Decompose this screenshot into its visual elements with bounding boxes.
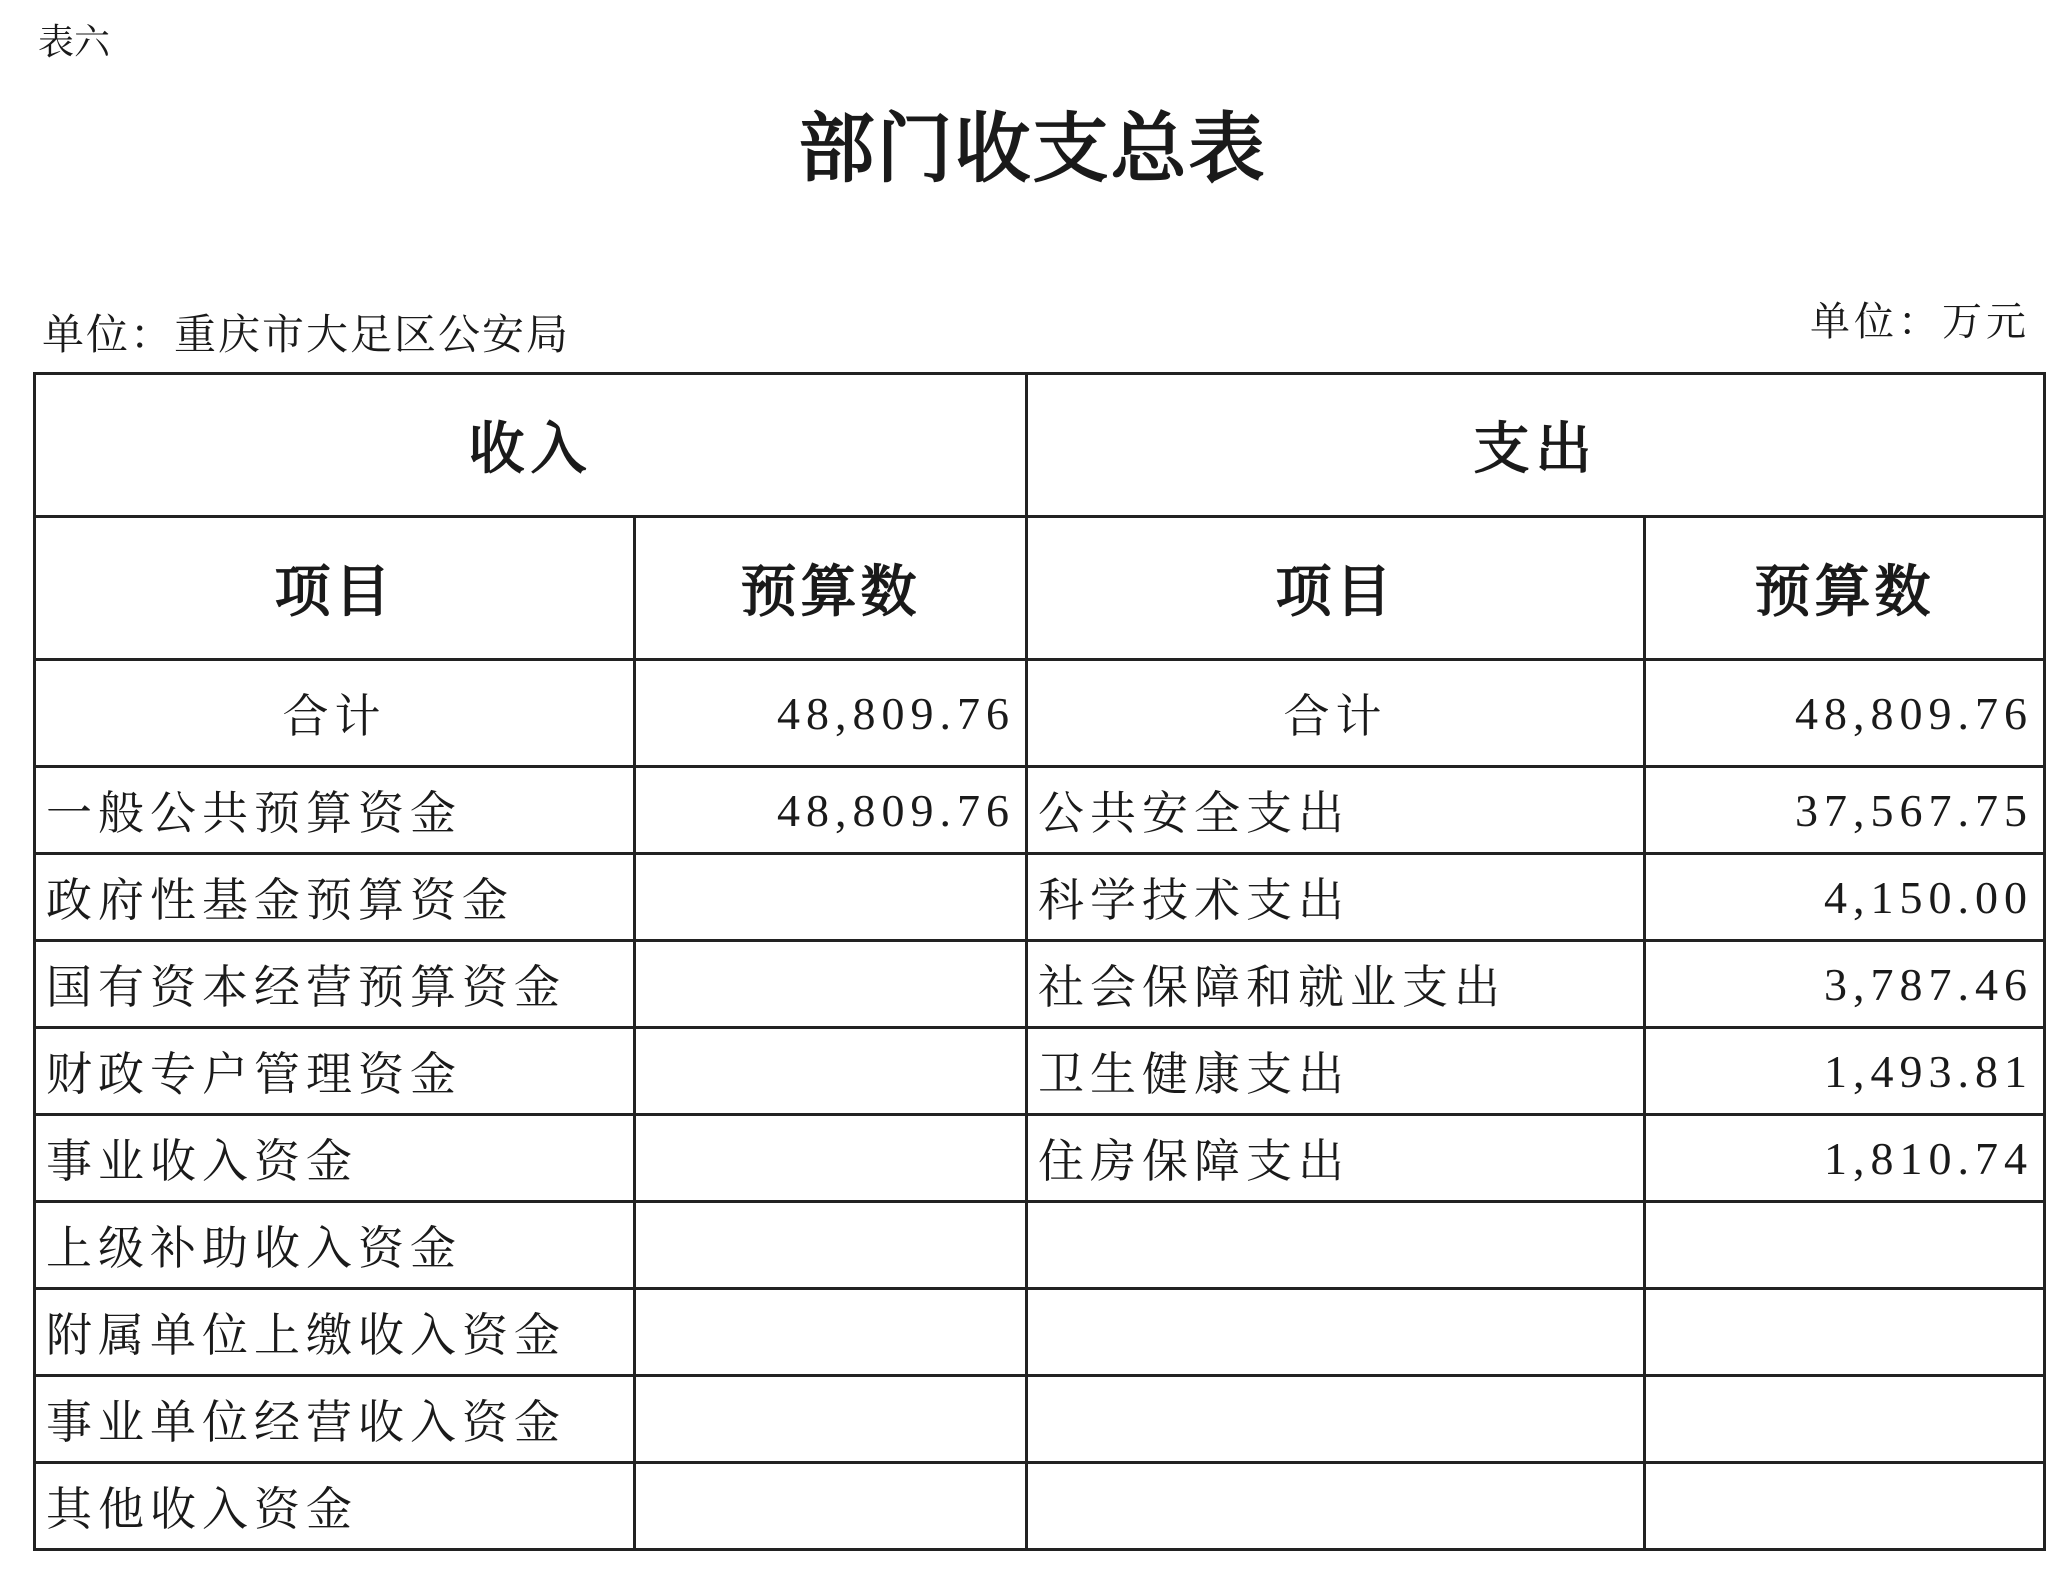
expense-value-cell (1645, 1289, 2045, 1376)
expense-value-cell: 1,493.81 (1645, 1028, 2045, 1115)
table-row (35, 941, 2045, 1028)
expense-value-cell: 37,567.75 (1645, 767, 2045, 854)
expense-item-cell (1027, 1289, 1645, 1376)
expense-item-cell: 公共安全支出 (1027, 767, 1645, 854)
table-row (35, 854, 2045, 941)
income-value-cell (635, 1028, 1027, 1115)
expense-total-value: 48,809.76 (1645, 660, 2045, 767)
expense-budget-header: 预算数 (1645, 517, 2045, 660)
income-item-cell: 上级补助收入资金 (35, 1202, 635, 1289)
income-item-cell: 事业单位经营收入资金 (35, 1376, 635, 1463)
table-row (35, 1028, 2045, 1115)
income-total-value: 48,809.76 (635, 660, 1027, 767)
table-row (35, 1376, 2045, 1463)
expense-value-cell: 3,787.46 (1645, 941, 2045, 1028)
budget-table (33, 372, 2046, 1551)
total-row (35, 660, 2045, 767)
income-value-cell (635, 1289, 1027, 1376)
income-budget-header: 预算数 (635, 517, 1027, 660)
expense-value-cell: 1,810.74 (1645, 1115, 2045, 1202)
expense-value-cell: 4,150.00 (1645, 854, 2045, 941)
expense-value-cell (1645, 1463, 2045, 1550)
income-value-cell (635, 941, 1027, 1028)
table-row (35, 1463, 2045, 1550)
page-title: 部门收支总表 (798, 104, 1267, 193)
table-row (35, 1202, 2045, 1289)
expense-item-cell: 社会保障和就业支出 (1027, 941, 1645, 1028)
income-value-cell (635, 1376, 1027, 1463)
income-item-header: 项目 (35, 517, 635, 660)
income-total-label: 合计 (35, 660, 635, 767)
column-header-row (35, 517, 2045, 660)
income-value-cell (635, 854, 1027, 941)
expense-item-cell (1027, 1376, 1645, 1463)
table-row (35, 1115, 2045, 1202)
income-item-cell: 其他收入资金 (35, 1463, 635, 1550)
page-label: 表六 (38, 22, 111, 63)
table-row (35, 767, 2045, 854)
income-value-cell (635, 1463, 1027, 1550)
unit-organization: 单位：重庆市大足区公安局 (42, 310, 571, 359)
group-header-row (35, 374, 2045, 517)
income-value-cell (635, 1115, 1027, 1202)
expense-value-cell (1645, 1376, 2045, 1463)
income-group-header: 收入 (35, 374, 1027, 517)
income-item-cell: 一般公共预算资金 (35, 767, 635, 854)
income-value-cell (635, 1202, 1027, 1289)
expense-item-cell (1027, 1202, 1645, 1289)
expense-item-cell: 住房保障支出 (1027, 1115, 1645, 1202)
expense-item-header: 项目 (1027, 517, 1645, 660)
income-item-cell: 政府性基金预算资金 (35, 854, 635, 941)
expense-item-cell (1027, 1463, 1645, 1550)
unit-currency: 单位：万元 (1810, 299, 2030, 345)
expense-value-cell (1645, 1202, 2045, 1289)
income-item-cell: 事业收入资金 (35, 1115, 635, 1202)
table-row (35, 1289, 2045, 1376)
expense-total-label: 合计 (1027, 660, 1645, 767)
income-item-cell: 国有资本经营预算资金 (35, 941, 635, 1028)
expense-item-cell: 科学技术支出 (1027, 854, 1645, 941)
income-value-cell: 48,809.76 (635, 767, 1027, 854)
expense-item-cell: 卫生健康支出 (1027, 1028, 1645, 1115)
income-item-cell: 财政专户管理资金 (35, 1028, 635, 1115)
income-item-cell: 附属单位上缴收入资金 (35, 1289, 635, 1376)
expense-group-header: 支出 (1027, 374, 2045, 517)
